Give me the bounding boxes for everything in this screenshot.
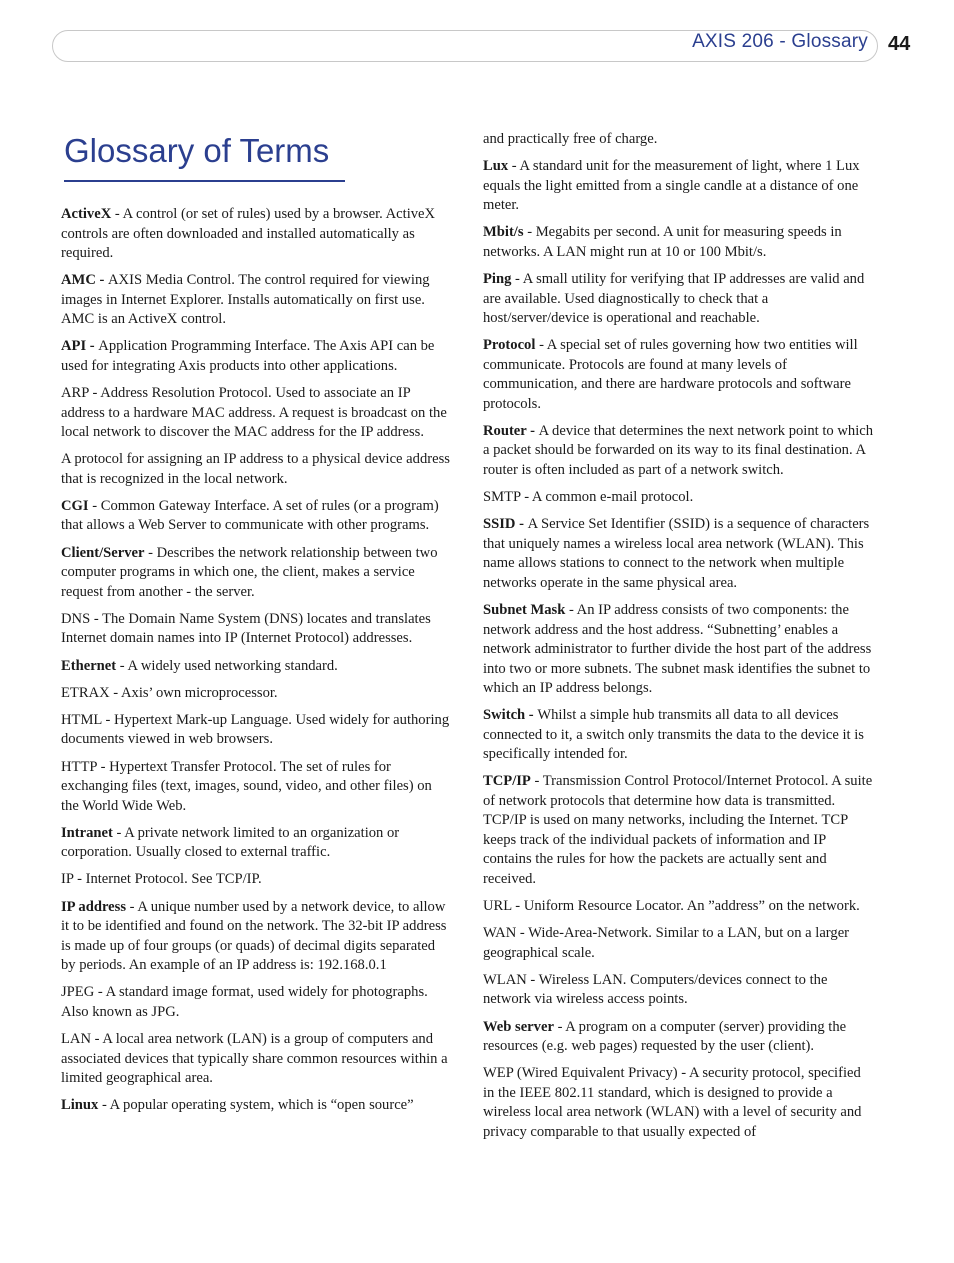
glossary-definition: - An IP address consists of two components: the network address and the host address. “Subnetting’ enables a network administrator to further divide the host part of the address into two or more subnets. The subnet mask identifies the subnet to which an IP address belongs. bbox=[483, 602, 872, 696]
glossary-definition: ETRAX - Axis’ own microprocessor. bbox=[61, 684, 278, 701]
glossary-definition: URL - Uniform Resource Locator. An ”address” on the network. bbox=[483, 898, 860, 915]
glossary-entry bbox=[61, 497, 453, 536]
glossary-term: TCP/IP bbox=[483, 773, 531, 790]
glossary-entry bbox=[61, 1030, 453, 1089]
glossary-definition: - A special set of rules governing how two entities will communicate. Protocols are found at many levels of communication, and there are hardware protocols and software protocols. bbox=[483, 337, 858, 412]
glossary-entry bbox=[61, 711, 453, 750]
glossary-term: API - bbox=[61, 338, 99, 355]
glossary-definition: HTTP - Hypertext Transfer Protocol. The set of rules for exchanging files (text, images, sound, video, and other files) on the World Wide Web. bbox=[61, 758, 432, 814]
glossary-entry bbox=[483, 601, 875, 699]
glossary-definition: - A control (or set of rules) used by a browser. ActiveX controls are often downloaded and installed automatically as required. bbox=[61, 206, 436, 261]
glossary-entry bbox=[61, 870, 453, 890]
header-title: AXIS 206 - Glossary bbox=[692, 31, 868, 52]
glossary-term: Ethernet bbox=[61, 657, 117, 674]
glossary-definition: ARP - Address Resolution Protocol. Used to associate an IP address to a hardware MAC address. A request is broadcast on the local network to discover the MAC address for the IP address. bbox=[61, 385, 447, 441]
glossary-definition: LAN - A local area network (LAN) is a group of computers and associated devices that typically share common resources within a limited geographical area. bbox=[61, 1031, 448, 1086]
glossary-entry bbox=[483, 515, 875, 593]
glossary-entry bbox=[483, 223, 875, 262]
glossary-definition: - A private network limited to an organization or corporation. Usually closed to external traffic. bbox=[61, 824, 400, 861]
glossary-entry bbox=[483, 706, 875, 765]
glossary-entry bbox=[61, 898, 453, 976]
glossary-entry bbox=[61, 983, 453, 1022]
glossary-definition: DNS - The Domain Name System (DNS) locates and translates Internet domain names into IP (Internet Protocol) addresses. bbox=[61, 610, 431, 647]
glossary-entry bbox=[483, 971, 875, 1010]
glossary-term: Client/Server bbox=[61, 544, 145, 561]
glossary-entry bbox=[61, 610, 453, 649]
glossary-definition: - Describes the network relationship between two computer programs in which one, the client, makes a service request from another - the server. bbox=[61, 544, 438, 600]
glossary-entry bbox=[61, 824, 453, 863]
glossary-term: Ping bbox=[483, 271, 512, 288]
glossary-entry bbox=[483, 422, 875, 481]
glossary-entry bbox=[483, 270, 875, 329]
glossary-definition: HTML - Hypertext Mark-up Language. Used widely for authoring documents viewed in web browsers. bbox=[61, 711, 450, 748]
glossary-definition: Application Programming Interface. The Axis API can be used for integrating Axis products into other applications. bbox=[61, 338, 435, 374]
left-column bbox=[61, 205, 453, 1123]
glossary-definition: - A popular operating system, which is “open source” bbox=[98, 1097, 414, 1114]
glossary-term: Intranet bbox=[61, 824, 113, 841]
glossary-term: Linux bbox=[61, 1097, 99, 1114]
glossary-definition: IP - Internet Protocol. See TCP/IP. bbox=[61, 871, 262, 888]
right-column bbox=[483, 130, 875, 1150]
glossary-entry bbox=[61, 657, 453, 677]
glossary-entry bbox=[483, 488, 875, 508]
glossary-definition: A protocol for assigning an IP address to a physical device address that is recognized in the local network. bbox=[61, 451, 450, 487]
glossary-entry bbox=[61, 384, 453, 443]
glossary-entry bbox=[483, 1018, 875, 1057]
glossary-entry bbox=[483, 1064, 875, 1142]
glossary-term: SSID - bbox=[483, 516, 528, 533]
glossary-definition: - A widely used networking standard. bbox=[116, 657, 338, 674]
heading-underline bbox=[64, 180, 345, 182]
glossary-entry bbox=[483, 130, 875, 150]
glossary-entry bbox=[483, 772, 875, 889]
glossary-term: Protocol bbox=[483, 337, 536, 354]
glossary-term: Switch - bbox=[483, 707, 538, 724]
glossary-entry bbox=[483, 897, 875, 917]
glossary-definition: - A program on a computer (server) providing the resources (e.g. web pages) requested by the user (client). bbox=[483, 1018, 847, 1055]
glossary-definition: WLAN - Wireless LAN. Computers/devices connect to the network via wireless access points. bbox=[483, 971, 828, 1008]
glossary-term: CGI bbox=[61, 497, 89, 514]
glossary-entry bbox=[483, 924, 875, 963]
glossary-term: AMC - bbox=[61, 272, 109, 289]
glossary-definition: WEP (Wired Equivalent Privacy) - A security protocol, specified in the IEEE 802.11 standard, which is designed to provide a wireless local area network (WLAN) with a level of security and privacy comparable to that usually expected of bbox=[483, 1065, 862, 1140]
glossary-definition: - A unique number used by a network device, to allow it to be identified and found on the network. The 32-bit IP address is made up of four groups (or quads) of decimal digits separated by periods. An example of an IP address is: 192.168.0.1 bbox=[61, 898, 447, 974]
page-title: Glossary of Terms bbox=[64, 132, 330, 169]
glossary-entry bbox=[483, 157, 875, 216]
glossary-definition: - Transmission Control Protocol/Internet Protocol. A suite of network protocols that determine how data is transmitted. TCP/IP is used on many networks, including the Internet. TCP keeps track of the individual packets of information and IP contains the rules for how the packets are actually sent and received. bbox=[483, 773, 873, 887]
glossary-definition: A device that determines the next network point to which a packet should be forwarded on its way to its final destination. A router is often included as part of a network switch. bbox=[483, 422, 874, 478]
glossary-term: Mbit/s bbox=[483, 224, 524, 241]
glossary-definition: - Common Gateway Interface. A set of rules (or a program) that allows a Web Server to communicate with other programs. bbox=[61, 497, 439, 534]
glossary-entry bbox=[483, 336, 875, 414]
glossary-entry bbox=[61, 337, 453, 376]
glossary-term: IP address bbox=[61, 898, 127, 915]
glossary-entry bbox=[61, 205, 453, 264]
glossary-definition: WAN - Wide-Area-Network. Similar to a LAN, but on a larger geographical scale. bbox=[483, 925, 850, 961]
glossary-definition: - A small utility for verifying that IP addresses are valid and are available. Used diagnostically to check that a host/server/device is operational and reachable. bbox=[483, 271, 865, 327]
glossary-definition: - A standard unit for the measurement of light, where 1 Lux equals the light emitted from a single candle at a distance of one meter. bbox=[483, 158, 860, 214]
glossary-entry bbox=[61, 758, 453, 817]
glossary-entry bbox=[61, 1096, 453, 1116]
page-number: 44 bbox=[888, 33, 911, 55]
glossary-definition: Whilst a simple hub transmits all data to all devices connected to it, a switch only transmits the data to the device it is specifically intended for. bbox=[483, 707, 864, 763]
glossary-entry bbox=[61, 271, 453, 330]
glossary-definition: - Megabits per second. A unit for measuring speeds in networks. A LAN might run at 10 or 100 Mbit/s. bbox=[483, 224, 842, 260]
glossary-term: Router - bbox=[483, 422, 539, 439]
glossary-definition: SMTP - A common e-mail protocol. bbox=[483, 489, 694, 506]
glossary-definition: and practically free of charge. bbox=[483, 131, 658, 147]
glossary-term: Web server bbox=[483, 1018, 554, 1035]
glossary-term: ActiveX bbox=[61, 206, 112, 222]
glossary-entry bbox=[61, 684, 453, 704]
glossary-definition: A Service Set Identifier (SSID) is a sequence of characters that uniquely names a wireless local area network (WLAN). This name allows stations to connect to the network when multiple networks operate in the same physical area. bbox=[483, 516, 870, 591]
glossary-term: Subnet Mask bbox=[483, 602, 566, 618]
glossary-entry bbox=[61, 544, 453, 603]
glossary-definition: AXIS Media Control. The control required for viewing images in Internet Explorer. Installs automatically on first use. AMC is an ActiveX control. bbox=[61, 272, 430, 328]
glossary-term: Lux bbox=[483, 158, 509, 175]
glossary-entry bbox=[61, 450, 453, 489]
glossary-definition: JPEG - A standard image format, used widely for photographs. Also known as JPG. bbox=[61, 984, 428, 1020]
